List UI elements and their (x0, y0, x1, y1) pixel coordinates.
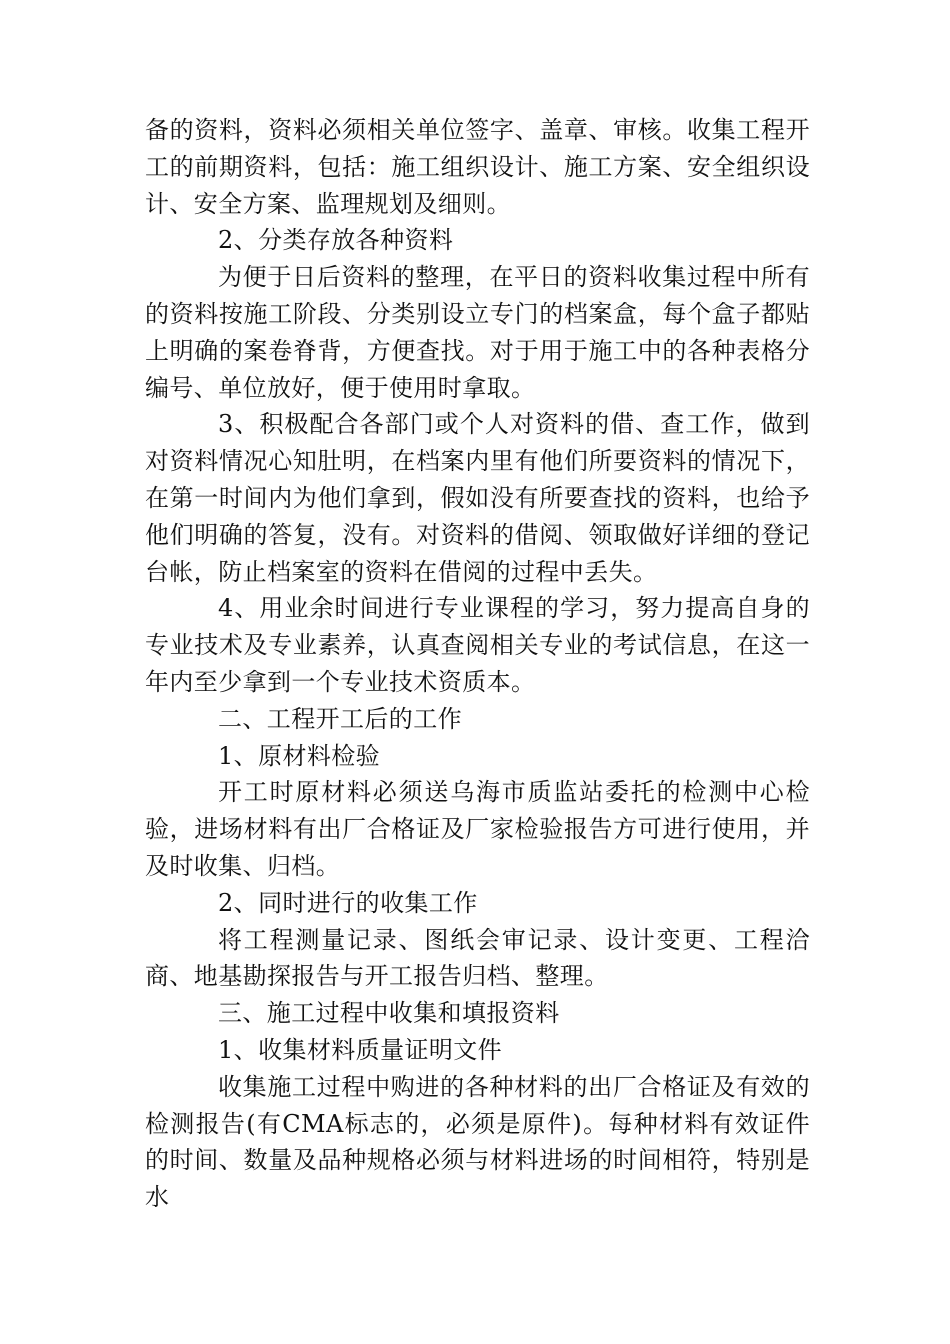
section-heading-2: 二、工程开工后的工作 (218, 704, 462, 733)
heading-2-sort-storage: 2、分类存放各种资料 (218, 226, 454, 255)
paragraph-1: 备的资料，资料必须相关单位签字、盖章、审核。收集工程开工的前期资料，包括：施工组织设计、施工方案、安全组织设计、安全方案、监理规划及细则。 (145, 116, 810, 218)
document-body (145, 112, 810, 1216)
paragraph-10: 将工程测量记录、图纸会审记录、设计变更、工程洽商、地基勘探报告与开工报告归档、整理。 (145, 925, 810, 991)
subheading-raw-material: 1、原材料检验 (218, 741, 381, 770)
paragraph-4: 3、积极配合各部门或个人对资料的借、查工作，做到对资料情况心知肚明，在档案内里有他们所要资料的情况下，在第一时间内为他们拿到，假如没有所要查找的资料，也给予他们明确的答复，没有。对资料的借阅、领取做好详细的登记台帐，防止档案室的资料在借阅的过程中丢失。 (145, 410, 810, 586)
paragraph-5: 4、用业余时间进行专业课程的学习，努力提高自身的专业技术及专业素养，认真查阅相关专业的考试信息，在这一年内至少拿到一个专业技术资质本。 (145, 594, 810, 696)
subheading-material-certificates: 1、收集材料质量证明文件 (218, 1035, 503, 1064)
paragraph-3: 为便于日后资料的整理，在平日的资料收集过程中所有的资料按施工阶段、分类别设立专门的档案盒，每个盒子都贴上明确的案卷脊背，方便查找。对于用于施工中的各种表格分编号、单位放好，便于使用时拿取。 (145, 263, 810, 402)
paragraph-8: 开工时原材料必须送乌海市质监站委托的检测中心检验，进场材料有出厂合格证及厂家检验报告方可进行使用，并及时收集、归档。 (145, 778, 810, 880)
section-heading-3: 三、施工过程中收集和填报资料 (218, 999, 560, 1028)
subheading-simultaneous-collection: 2、同时进行的收集工作 (218, 888, 478, 917)
paragraph-13: 收集施工过程中购进的各种材料的出厂合格证及有效的检测报告(有CMA标志的，必须是原件)。每种材料有效证件的时间、数量及品种规格必须与材料进场的时间相符，特别是水 (145, 1072, 810, 1212)
